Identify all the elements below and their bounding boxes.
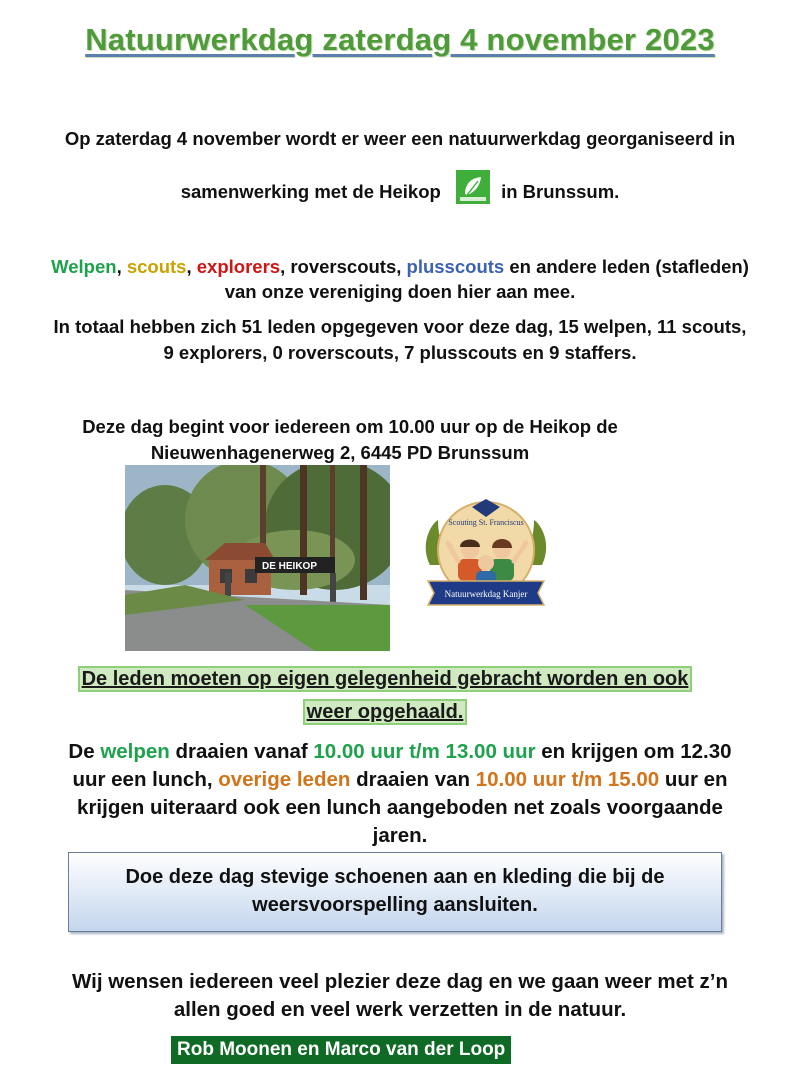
totals-line-1: In totaal hebben zich 51 leden opgegeven voor deze dag, 15 welpen, 11 scouts, [53,316,747,337]
schedule-welpen: welpen [100,740,170,763]
groups-line-2: van onze vereniging doen hier aan mee. [224,281,576,302]
heikop-sign-text: DE HEIKOP [262,561,318,572]
schedule-line-1 [0,738,800,766]
badge-ribbon-text: Natuurwerkdag Kanjer [444,589,528,599]
groups-line-1 [0,254,800,280]
start-line-2: Nieuwenhagenerweg 2, 6445 PD Brunssum [150,442,530,463]
schedule-line-4: jaren. [372,824,428,847]
group-separator-1: , [116,256,127,277]
schedule-time-welpen: 10.00 uur t/m 13.00 uur [313,740,536,763]
schedule-text-5: draaien van [350,768,476,791]
transport-line-2 [0,697,770,727]
group-others: en andere leden (stafleden) [504,256,749,277]
closing-line-1: Wij wensen iedereen veel plezier deze dag en we gaan weer met z’n [71,970,729,993]
signature: Rob Moonen en Marco van der Loop [171,1036,511,1064]
intro-text-after: in Brunssum. [501,181,620,202]
schedule-time-overige: 10.00 uur t/m 15.00 [475,768,660,791]
totals-line-2: 9 explorers, 0 roverscouts, 7 plusscouts en 9 staffers. [163,342,637,363]
schedule-line-3: krijgen uiteraard ook een lunch aangeboden net zoals voorgaande [77,796,723,819]
group-welpen: Welpen [51,256,117,277]
advice-line-2: weersvoorspelling aansluiten. [252,894,538,916]
schedule-text-4: uur een lunch, [72,768,219,791]
advice-text [69,853,721,919]
badge-top-text: Scouting St. Franciscus [448,518,524,527]
advice-box [68,852,722,932]
group-roverscouts: , roverscouts, [280,256,407,277]
natuurwerkdag-badge [420,495,552,613]
heikop-logo-icon [456,170,490,204]
schedule-text-3: en krijgen om 12.30 [535,740,732,763]
intro-line-1: Op zaterdag 4 november wordt er weer een natuurwerkdag georganiseerd in [64,128,736,149]
transport-line-1 [0,664,770,694]
group-explorers: explorers [196,256,281,277]
transport-text-1: De leden moeten op eigen gelegenheid gebracht worden en ook [81,668,689,690]
group-separator-2: , [186,256,197,277]
intro-line-2 [0,170,800,205]
group-scouts: scouts [126,256,187,277]
schedule-text-1: De [68,740,101,763]
schedule-text-6: uur en [659,768,728,791]
start-line-1: Deze dag begint voor iedereen om 10.00 uur op de Heikop de [82,416,618,437]
schedule-text-2: draaien vanaf [169,740,314,763]
transport-text-2: weer opgehaald. [306,701,464,723]
schedule-overige: overige leden [218,768,351,791]
group-plusscouts: plusscouts [406,256,505,277]
intro-text-before: samenwerking met de Heikop [180,181,441,202]
schedule-line-2 [0,766,800,794]
page-title: Natuurwerkdag zaterdag 4 november 2023 [85,22,715,57]
advice-line-1: Doe deze dag stevige schoenen aan en kleding die bij de [125,866,665,888]
heikop-photo [125,465,390,651]
closing-line-2: allen goed en veel werk verzetten in de natuur. [173,998,627,1021]
